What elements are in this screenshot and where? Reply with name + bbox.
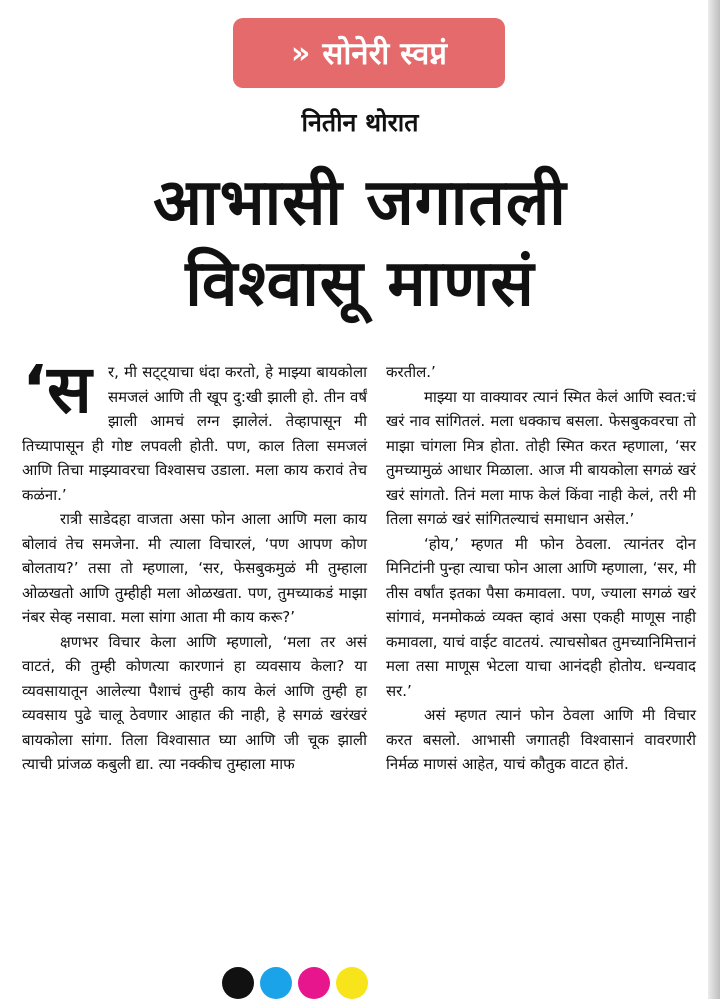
drop-cap: ‘स	[22, 351, 92, 428]
article-column-left	[22, 351, 367, 777]
author-byline: नितीन थोरात	[301, 108, 419, 137]
paragraph: क्षणभर विचार केला आणि म्हणालो, ‘मला तर असं वाटतं, की तुम्ही कोणत्या कारणानं हा व्यवसाय केला? या व्यवसायातून आलेल्या पैशाचं तुम्ही काय केलं आणि तुम्ही हा व्यवसाय पुढे चालू ठेवणार आहात की नाही, हे सगळं खरंखरं बायकोला सांगा. तिला विश्वासात घ्या आणि जी चूक झाली त्याची प्रांजळ कबुली द्या. त्या नक्कीच तुम्हाला माफ	[22, 632, 367, 773]
page-edge	[708, 0, 720, 999]
drop-cap-box	[22, 351, 102, 430]
article-column-right	[386, 360, 696, 777]
paragraph: करतील.’	[386, 363, 436, 381]
paragraph: असं म्हणत त्यानं फोन ठेवला आणि मी विचार करत बसलो. आभासी जगातही विश्वासानं वावरणारी निर्मळ माणसं आहेत, याचं कौतुक वाटत होतं.	[386, 706, 696, 773]
section-tag	[233, 18, 505, 88]
section-tag-label: सोनेरी स्वप्नं	[322, 36, 447, 72]
paragraph: रात्री साडेदहा वाजता असा फोन आला आणि मला काय बोलावं तेच समजेना. मी त्याला विचारलं, ‘पण आपण कोण बोलताय?’ तसा तो म्हणाला, ‘सर, फेसबुकमुळं मी तुम्हाला ओळखतो आणि तुम्हीही मला ओळखता. पण, तुमच्याकडं माझा नंबर सेव्ह नसावा. मला सांगा आता मी काय करू?’	[22, 510, 367, 626]
paragraph-text: र, मी सट्ट्याचा धंदा करतो, हे माझ्या बायकोला समजलं आणि ती खूप दु:खी झाली हो. तीन वर्षं झाली आमचं लग्न झालेलं. तेव्हापासून मी तिच्यापासून ही गोष्ट लपवली होती. पण, काल तिला समजलं आणि तिचा माझ्यावरचा विश्वासच उडाला. मला काय करावं तेच कळंना.’	[22, 363, 367, 504]
color-swatch-black	[222, 967, 254, 999]
color-swatch-magenta	[298, 967, 330, 999]
headline-line-2: विश्वासू माणसं	[185, 247, 535, 321]
color-swatch-yellow	[336, 967, 368, 999]
print-color-swatches	[222, 967, 368, 999]
chevron-icon: »	[290, 35, 311, 71]
paragraph	[22, 351, 367, 507]
headline-line-1: आभासी जगातली	[153, 166, 567, 240]
paragraph: ‘होय,’ म्हणत मी फोन ठेवला. त्यानंतर दोन मिनिटांनी पुन्हा त्याचा फोन आला आणि म्हणाला, ‘सर, मी तीस वर्षांत इतका पैसा कमावला. पण, ज्याला सगळं खरं सांगावं, मनमोकळं व्यक्त व्हावं असा एकही माणूस नाही कमावला, याचं वाईट वाटतयं. त्याचसोबत तुमच्यानिमित्तानं मला तसा माणूस भेटला याचा आनंदही होतोय. धन्यवाद सर.’	[386, 534, 697, 700]
paragraph: माझ्या या वाक्यावर त्यानं स्मित केलं आणि स्वत:चं खरं नाव सांगितलं. मला धक्काच बसला. फेसबुकवरचा तो माझा चांगला मित्र होता. तोही स्मित करत म्हणाला, ‘सर तुमच्यामुळं आधार मिळाला. आज मी बायकोला सगळं खरं खरं सांगतो. तिनं मला माफ केलं किंवा नाही केलं, तरी मी तिला सगळं खरं सांगितल्याचं समाधान असेल.’	[386, 387, 696, 528]
color-swatch-cyan	[260, 967, 292, 999]
